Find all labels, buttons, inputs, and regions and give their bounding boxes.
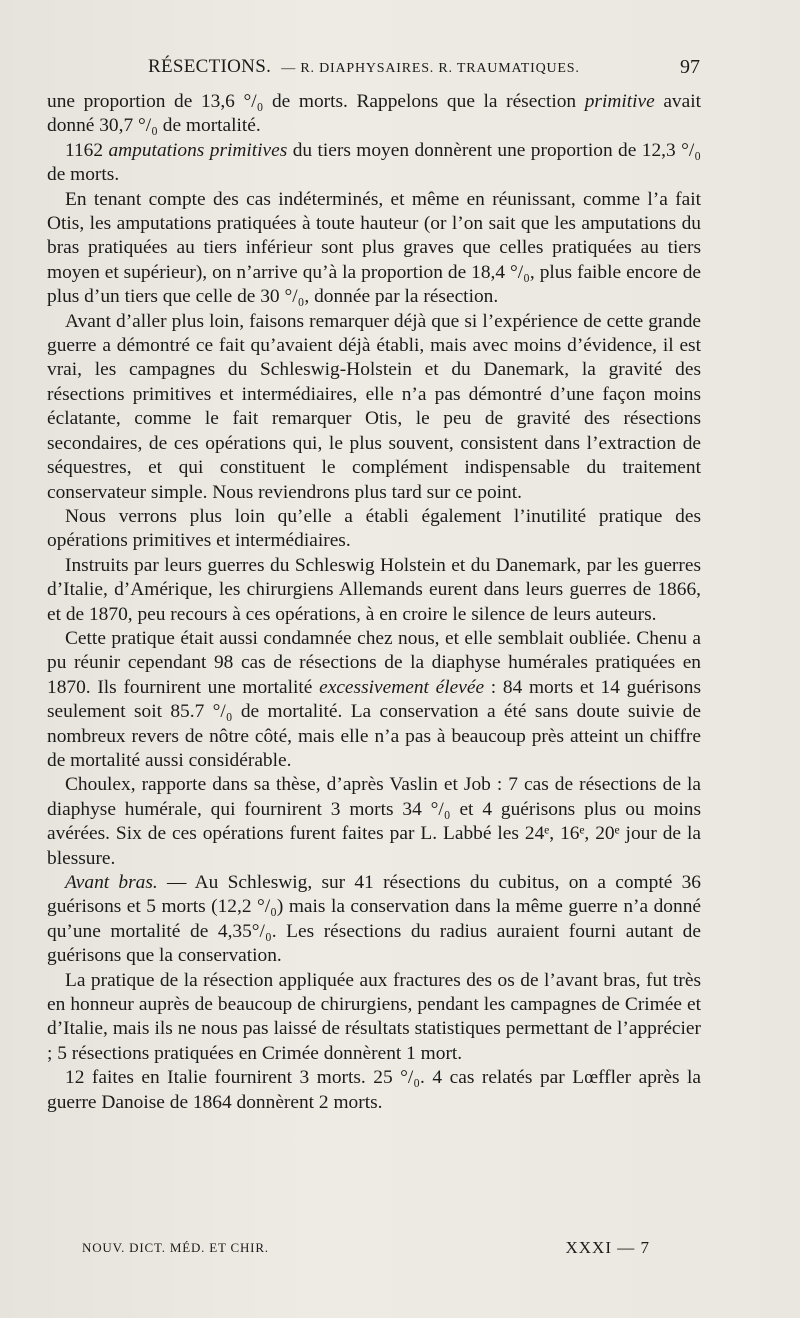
paragraph-text: Cette pratique était aussi condamnée chez nous, et elle semblait oubliée. Chenu a pu réunir cependant 98 cas de résections de la diaphyse humérales pratiquées en 1870. Ils fournirent une mortalité [47,627,701,698]
paragraph-text: En tenant compte des cas indéterminés, et même en réunissant, comme l’a fait Otis, les amputations pratiquées à toute hauteur (or l’on sait que les amputations du bras pratiquées au tiers inférieur sont plus graves que celles pratiquées au tiers moyen et supérieur), on n’arrive qu’à la proportion de 18,4 °/₀, plus faible encore de plus d’un tiers que celle de 30 °/₀, donnée par la résection. [47,188,701,308]
paragraph-text: Avant d’aller plus loin, faisons remarquer déjà que si l’expérience de cette grande guerre a démontré ce fait qu’avaient déjà établi, mais avec moins d’évidence, il est vrai, les campagnes du Schleswig-Holstein et du Danemark, la gravité des résections primitives et intermédiaires, elle n’a pas démontré d’une façon moins éclatante, comme le fait remarquer Otis, le peu de gravité des résections secondaires, de ces opérations qui, le plus souvent, consistent dans l’extraction de séquestres, et qui constituent le complément indispensable du traitement conservateur simple. Nous reviendrons plus tard sur ce point. [47,310,701,503]
paragraph-text: La pratique de la résection appliquée aux fractures des os de l’avant bras, fut très en honneur auprès de beaucoup de chirurgiens, pendant les campagnes de Crimée et d’Italie, mais ils ne nous pas laissé de résultats statistiques permettant de l’apprécier ; 5 résections pratiquées en Crimée donnèrent 1 mort. [47,969,701,1064]
paragraph-text: du tiers moyen donnèrent une proportion de 12,3 °/₀ de morts. [47,139,701,186]
paragraph [47,90,701,139]
paragraph [47,1066,701,1115]
paragraph-text: 1162 [65,139,109,161]
running-title-main: RÉSECTIONS. [148,56,272,77]
italic-text: amputations primitives [108,139,288,161]
paragraph-text: avait donné 30,7 °/₀ de mortalité. [47,91,701,137]
paragraph-text: : 84 morts et 14 guérisons seulement soit 85.7 °/₀ de mortalité. La conservation a été sans doute suivie de nombreux revers de nôtre côté, mais elle n’a pas à beaucoup près atteint un chiffre de mortalité aussi considérable. [47,676,701,771]
page-footer [82,1240,650,1256]
paragraph [47,773,701,871]
paragraph-text: — Au Schleswig, sur 41 résections du cubitus, on a compté 36 guérisons et 5 morts (12,2 °/₀) mais la conservation dans la même guerre n’a donné qu’une mortalité de 4,35°/₀. Les résections du radius auraient fourni autant de guérisons que la conservation. [47,872,701,967]
paragraph [47,554,701,627]
paragraph [47,188,701,310]
italic-text: excessivement élevée [319,676,485,698]
paragraph [47,139,701,188]
paragraph-text: 12 faites en Italie fournirent 3 morts. 25 °/₀. 4 cas relatés par Lœffler après la guerre Danoise de 1864 donnèrent 2 morts. [47,1067,701,1113]
running-title-rest: — R. DIAPHYSAIRES. R. TRAUMATIQUES. [281,61,580,76]
paragraph-text: Instruits par leurs guerres du Schleswig Holstein et du Danemark, par les guerres d’Italie, d’Amérique, les chirurgiens Allemands eurent dans leurs guerres de 1866, et de 1870, peu recours à ces opérations, à en croire le silence de leurs auteurs. [47,554,701,625]
footer-signature-title: NOUV. DICT. MÉD. ET CHIR. [82,1240,269,1255]
paragraph-text: Nous verrons plus loin qu’elle a établi également l’inutilité pratique des opérations primitives et intermédiaires. [47,505,701,552]
page-number: 97 [680,56,700,78]
paragraph [47,505,701,554]
paragraph [47,627,701,773]
footer-signature-mark: XXXI — 7 [565,1238,650,1257]
paragraph [47,969,701,1067]
paragraph [47,871,701,969]
running-header [148,56,700,88]
italic-text: Avant bras. [65,872,158,893]
paragraph-text: une proportion de 13,6 °/₀ de morts. Rappelons que la résection [47,91,585,112]
running-title [148,56,580,78]
paragraph-text: Choulex, rapporte dans sa thèse, d’après Vaslin et Job : 7 cas de résections de la diaphyse humérale, qui fournirent 3 morts 34 °/₀ et 4 guérisons plus ou moins avérées. Six de ces opérations furent faites par L. Labbé les 24ᵉ, 16ᵉ, 20ᵉ jour de la blessure. [47,774,701,869]
paragraph [47,310,701,505]
italic-text: primitive [584,91,655,112]
body-text [47,90,701,1115]
